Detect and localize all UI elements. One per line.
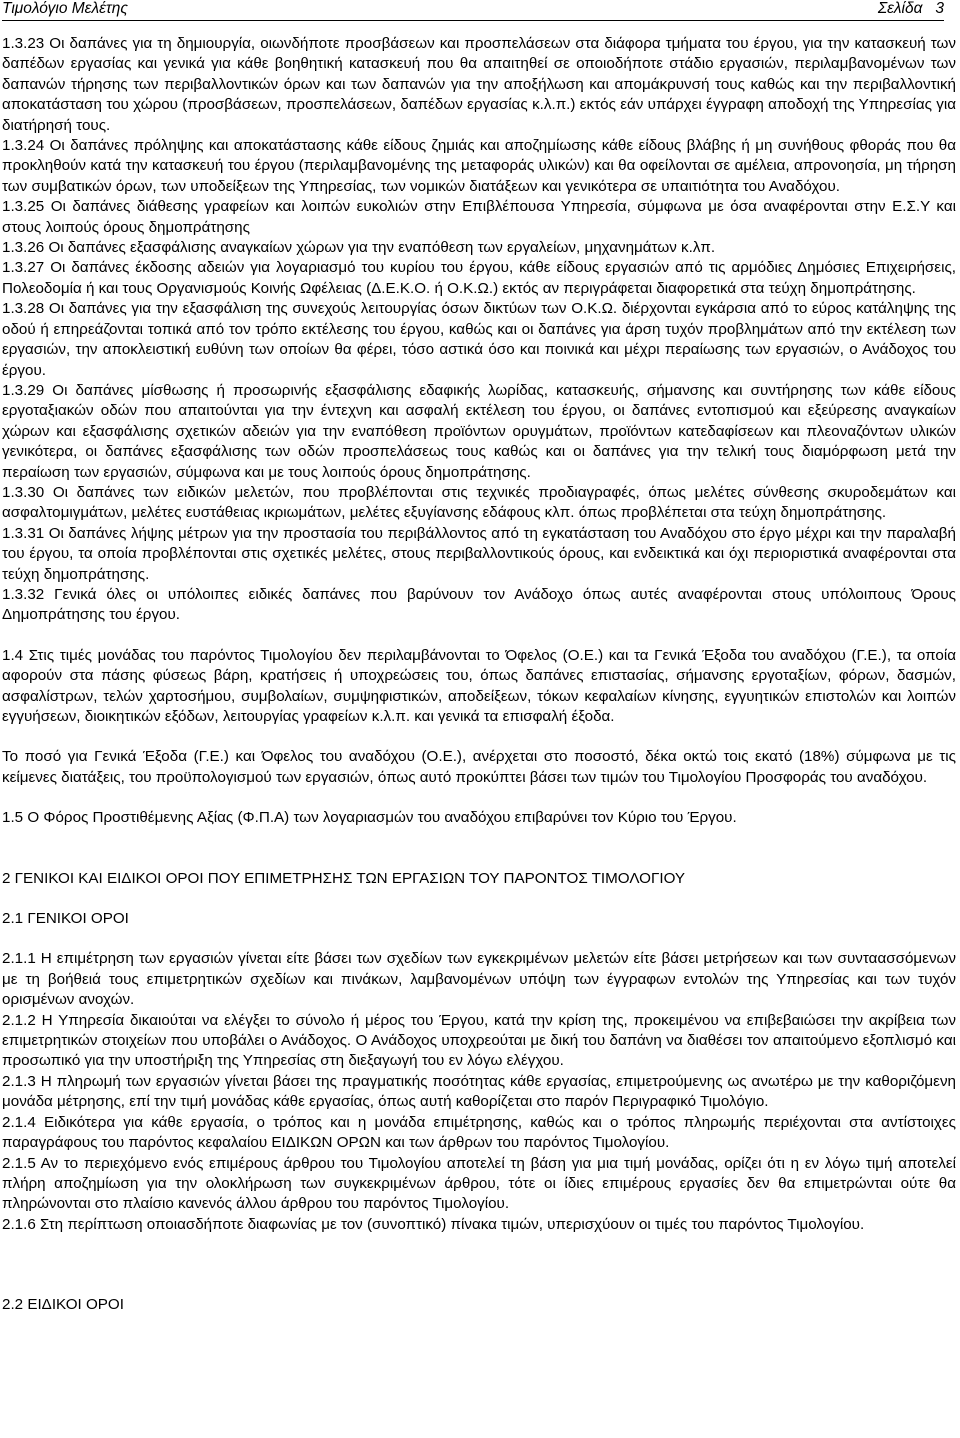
paragraph-1-3-26: 1.3.26 Οι δαπάνες εξασφάλισης αναγκαίων χώρων για την εναπόθεση των εργαλείων, μηχανημάτων κ.λπ. [2, 239, 716, 257]
paragraph-1-3-29: 1.3.29 Οι δαπάνες μίσθωσης ή προσωρινής εξασφάλισης εδαφικής λωρίδας, κατασκευής, σήμανσης και συντήρησης των κάθε είδους εργοταξιακών οδών που απαιτούνται για την έντεχνη και ασφαλή εκτέλεση του έργου, οι δαπάνες εντοπισμού και εξεύρεσης αναγκαίων χώρων και εξασφάλισης σχετικών αδειών για την εναπόθεση προϊόντων ορυγμάτων, προϊόντων κατεδαφίσεων και πλεοναζόντων υλικών γενικότερα, οι δαπάνες εξασφάλισης των οδών προσπελάσεως τους καθώς και οι δαπάνες για την τελική τους διαμόρφωση μετά την περαίωση των εργασιών, σύμφωνα και με τους λοιπούς όρους δημοπράτησης. [2, 381, 956, 481]
spacer [2, 626, 956, 646]
paragraph-1-4-amount: Το ποσό για Γενικά Έξοδα (Γ.Ε.) και Όφελος του αναδόχου (Ο.Ε.), ανέρχεται στο ποσοστό, δέκα οκτώ τοις εκατό (18%) σύμφωνα με τις κείμενες διατάξεις, του προϋπολογισμού των εργασιών, όπως αυτό προκύπτει βάσει των τιμών του Τιμολογίου Προσφοράς του αναδόχου. [2, 748, 956, 786]
spacer [2, 829, 956, 869]
document-title: Τιμολόγιο Μελέτης [2, 0, 128, 17]
paragraph-1-3-30: 1.3.30 Οι δαπάνες των ειδικών μελετών, που προβλέπονται στις τεχνικές προδιαγραφές, όπως μελέτες σύνθεσης σκυροδεμάτων και ασφαλτομιγμάτων, μελέτες ευστάθειας ικριωμάτων, μελέτες εξυγίανσης εδάφους κλπ. όπως προβλέπεται στα τεύχη δημοπράτησης. [2, 483, 956, 522]
paragraph-1-5: 1.5 Ο Φόρος Προστιθέμενης Αξίας (Φ.Π.Α) των λογαριασμών του αναδόχου επιβαρύνει τον Κύριο του Έργου. [2, 809, 737, 827]
document-body [2, 34, 956, 1316]
section-heading-2: 2 ΓΕΝΙΚΟΙ ΚΑΙ ΕΙΔΙΚΟΙ ΟΡΟΙ ΠΟΥ ΕΠΙΜΕΤΡΗΣΗΣ ΤΩΝ ΕΡΓΑΣΙΩΝ ΤΟΥ ΠΑΡΟΝΤΟΣ ΤΙΜΟΛΟΓΙΟΥ [2, 869, 686, 887]
spacer [2, 929, 956, 949]
paragraph-1-3-31: 1.3.31 Οι δαπάνες λήψης μέτρων για την προστασία του περιβάλλοντος από τη εγκατάσταση του Αναδόχου στο έργο μέχρι και την παραλαβή του έργου, τα οποία προβλέπονται στις σχετικές μελέτες, στους περιβαλλοντικούς όρους, και ενδεικτικά και όχι περιοριστικά αναφέρονται στα τεύχη δημοπράτησης. [2, 524, 956, 583]
section-heading-2-1: 2.1 ΓΕΝΙΚΟΙ ΟΡΟΙ [2, 910, 129, 928]
page-header [2, 0, 944, 21]
spacer [2, 1235, 956, 1295]
paragraph-1-3-27: 1.3.27 Οι δαπάνες έκδοσης αδειών για λογαριασμό του κυρίου του έργου, κάθε είδους εργασιών από τις αρμόδιες Δημόσιες Επιχειρήσεις, Πολεοδομία ή και τους Οργανισμούς Κοινής Ωφέλειας (Δ.Ε.Κ.Ο. ή Ο.Κ.Ω.) εκτός αν περιγράφεται διαφορετικά στα τεύχη δημοπράτησης. [2, 259, 956, 297]
spacer [2, 727, 956, 747]
paragraph-1-3-23: 1.3.23 Οι δαπάνες για τη δημιουργία, οιωνδήποτε προσβάσεων και προσπελάσεων στα διάφορα τμήματα του έργου, για την κατασκευή των δαπέδων εργασίας και γενικά για κάθε βοηθητική κατασκευή που θα απαιτηθεί σε οποιοδήποτε στάδιο εργασιών, περιλαμβανομένων των δαπανών τήρησης των περιβαλλοντικών όρων και των δαπανών για την αποξήλωση και απομάκρυνσή τους καθώς και την περιβαλλοντική αποκατάσταση του χώρου (προσβάσεων, προσπελάσεων, δαπέδων εργασίας κ.λ.π.) εκτός εάν υπάρχει έγγραφη αποδοχή της Υπηρεσίας για διατήρησή τους. [2, 35, 956, 134]
paragraph-2-1-5: 2.1.5 Αν το περιεχόμενο ενός επιμέρους άρθρου του Τιμολογίου αποτελεί τη βάση για μια τιμή μονάδας, ορίζει ότι η εν λόγω τιμή αποτελεί πλήρη αποζημίωση για την ολοκλήρωση των συγκεκριμένων άρθρου, τότε οι ίδιες επιμέρους εργασίες δεν θα επιμετρώνται ούτε θα πληρώνονται στο πλαίσιο κανενός άλλου άρθρου του παρόντος Τιμολογίου. [2, 1154, 956, 1213]
paragraph-2-1-4: 2.1.4 Ειδικότερα για κάθε εργασία, ο τρόπος και η μονάδα επιμέτρησης, καθώς και ο τρόπος πληρωμής περιέχονται στα αντίστοιχες παραγράφους του παρόντος κεφαλαίου ΕΙΔΙΚΩΝ ΟΡΩΝ και των άρθρων του παρόντος Τιμολογίου. [2, 1113, 956, 1152]
paragraph-1-3-32: 1.3.32 Γενικά όλες οι υπόλοιπες ειδικές δαπάνες που βαρύνουν τον Ανάδοχο όπως αυτές αναφέρονται στους υπόλοιπους Όρους Δημοπράτησης του έργου. [2, 585, 956, 624]
page-number: 3 [935, 0, 944, 17]
spacer [2, 788, 956, 808]
page-indicator [878, 0, 944, 17]
page-label: Σελίδα [877, 0, 923, 17]
paragraph-2-1-6: 2.1.6 Στη περίπτωση οποιασδήποτε διαφωνίας με τον (συνοπτικό) πίνακα τιμών, υπερισχύουν οι τιμές του παρόντος Τιμολογίου. [2, 1215, 865, 1233]
paragraph-2-1-1: 2.1.1 Η επιμέτρηση των εργασιών γίνεται είτε βάσει των σχεδίων των εγκεκριμένων μελετών είτε βάσει μετρήσεων και των συνταασσόμενων με τη βοήθειά τους επιμετρητικών σχεδίων και πινάκων, λαμβανομένων υπόψη των έγγραφων εντολών της Υπηρεσίας και των τυχόν ορισμένων ανοχών. [2, 950, 956, 1009]
spacer [2, 889, 956, 909]
paragraph-2-1-2: 2.1.2 Η Υπηρεσία δικαιούται να ελέγξει το σύνολο ή μέρος του Έργου, κατά την κρίση της, προκειμένου να επιβεβαιώσει την ακρίβεια των επιμετρητικών στοιχείων που υποβάλει ο Ανάδοχος. Ο Ανάδοχος υποχρεούται με δική του δαπάνη να διαθέσει τον απαιτούμενο εξοπλισμό και προσωπικό για την υποστήριξη της Υπηρεσίας στη διεξαγωγή του εν λόγω ελέγχου. [2, 1011, 956, 1070]
paragraph-1-3-28: 1.3.28 Οι δαπάνες για την εξασφάλιση της συνεχούς λειτουργίας όσων δικτύων των Ο.Κ.Ω. διέρχονται εγκάρσια από το εύρος κατάληψης της οδού ή επηρεάζονται τοπικά από τον τρόπο εκτέλεσης του έργου, καθώς και οι δαπάνες για άρση τυχόν προβλημάτων από την εκτέλεση των εργασιών, την αποκλειστική ευθύνη των οποίων θα φέρει, τόσο αστικά όσο και ποινικά και μέχρι περαίωσης των εργασιών, ο Ανάδοχος του έργου. [2, 300, 956, 379]
paragraph-1-3-24: 1.3.24 Οι δαπάνες πρόληψης και αποκατάστασης κάθε είδους ζημιάς και αποζημίωσης κάθε είδους βλάβης ή μη συνήθους φθοράς που θα προκληθούν κατά την κατασκευή του έργου (περιλαμβανομένης της μεταφοράς υλικών) και θα οφείλονται σε αμέλεια, απρονοησία, μη τήρηση των συμβατικών όρων, των υποδείξεων της Υπηρεσίας, των νομικών διατάξεων και γενικότερα σε υπαιτιότητα του Αναδόχου. [2, 137, 956, 195]
paragraph-1-3-25: 1.3.25 Οι δαπάνες διάθεσης γραφείων και λοιπών ευκολιών στην Επιβλέπουσα Υπηρεσία, σύμφωνα με όσα αναφέρονται στην Ε.Σ.Υ και στους λοιπούς όρους δημοπράτησης [2, 198, 956, 236]
paragraph-1-4: 1.4 Στις τιμές μονάδας του παρόντος Τιμολογίου δεν περιλαμβάνονται το Όφελος (Ο.Ε.) και τα Γενικά Έξοδα του αναδόχου (Γ.Ε.), τα οποία αφορούν στα πάσης φύσεως βάρη, κρατήσεις ή υποχρεώσεις του, όπως δαπάνες επιστασίας, σήμανσης εργοταξίων, φόρων, δασμών, ασφαλίστρων, τελών χαρτοσήμου, συμβολαίων, συμψηφιστικών, αποδείξεων, τόκων κεφαλαίων κίνησης, εγγυητικών επιστολών και λοιπών εγγυήσεων, διοικητικών εξόδων, λειτουργίας γραφείων κ.λ.π. και γενικά τα επισφαλή έξοδα. [2, 646, 956, 725]
section-heading-2-2: 2.2 ΕΙΔΙΚΟΙ ΟΡΟΙ [2, 1296, 124, 1314]
paragraph-2-1-3: 2.1.3 Η πληρωμή των εργασιών γίνεται βάσει της πραγματικής ποσότητας κάθε εργασίας, επιμετρούμενης ως ανωτέρω με την καθοριζόμενη μονάδα μέτρησης, επί την τιμή μονάδας κάθε εργασίας, όπως αυτή καθορίζεται στο παρόν Περιγραφικό Τιμολόγιο. [2, 1072, 956, 1111]
